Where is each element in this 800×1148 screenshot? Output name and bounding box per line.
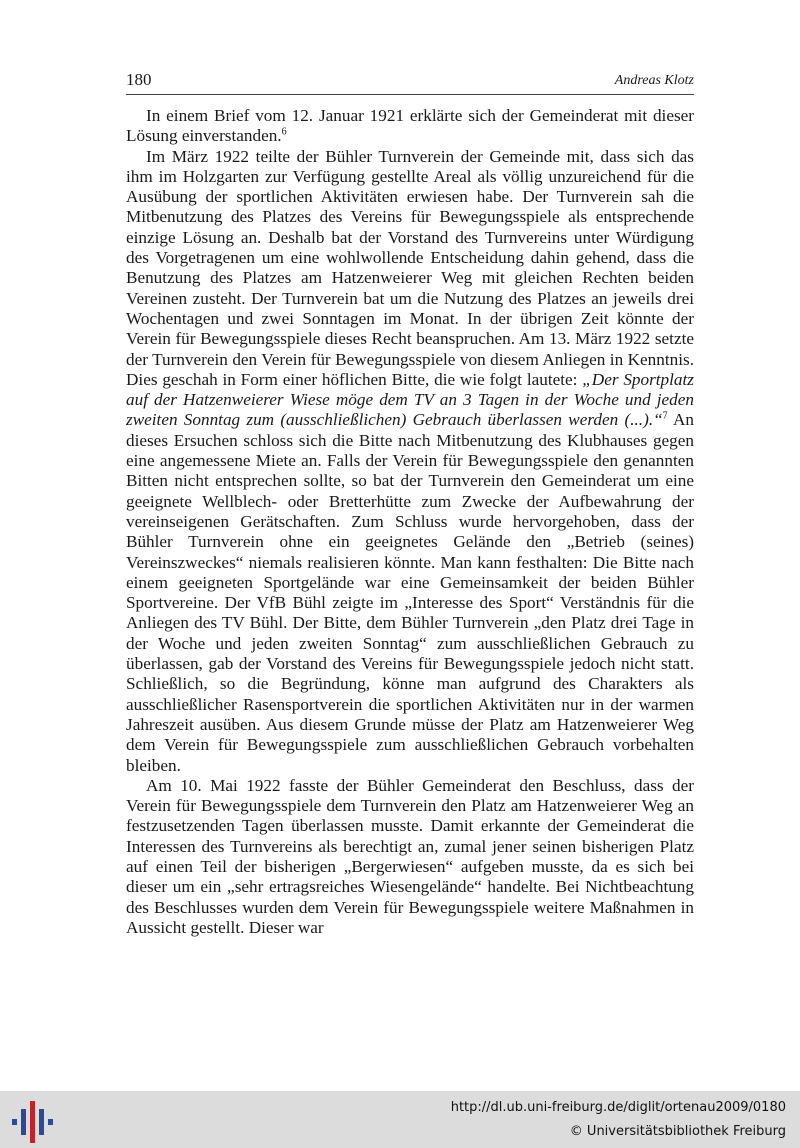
paragraph-text: Am 10. Mai 1922 fasste der Bühler Gemeinderat den Beschluss, dass der Verein für Bewegungsspiele dem Turnverein den Platz am Hatzenweierer Weg an festzusetzenden Tagen überlassen musste. Damit erkannte der Gemeinderat die Interessen des Turnvereins als berechtigt an, zumal jener seinen bisherigen Platz auf einen Teil der bisherigen „Bergerwiesen“ aufgeben musste, da es sich bei dieser um ein „sehr ertragsreiches Wiesengelände“ handelte. Bei Nichtbeachtung des Beschlusses wurden dem Verein für Bewegungsspiele weitere Maßnahmen in Aussicht gestellt. Dieser war — [126, 775, 694, 937]
footnote-ref[interactable]: 7 — [662, 410, 668, 422]
quotation: „Der Sportplatz auf der Hatzenweierer Wiese möge dem TV an 3 Tagen in der Woche und jeden zweiten Sonntag zum (ausschließlichen) Gebrauch überlassen werden (...).“ — [126, 369, 694, 430]
paragraph — [126, 147, 694, 776]
running-author: Andreas Klotz — [614, 73, 694, 88]
copyright-notice: © Universitätsbibliothek Freiburg — [569, 1124, 786, 1139]
paragraph — [126, 776, 694, 938]
paragraph-text: An dieses Ersuchen schloss sich die Bitte nach Mitbenutzung des Klubhauses gegen eine angemessene Miete an. Falls der Verein für Bewegungsspiele den genannten Bitten nicht entsprechen sollte, so bat der Turnverein den Gemeinderat um eine geeignete Wellblech- oder Bretterhütte zum Zwecke der Aufbewahrung der vereinseigenen Gerätschaften. Zum Schluss wurde hervorgehoben, dass der Bühler Turnverein ohne ein geeignetes Gelände den „Betrieb (seines) Vereinszweckes“ niemals realisieren könnte. Man kann festhalten: Die Bitte nach einem geeigneten Sportgelände war eine Gemeinsamkeit der beiden Bühler Sportvereine. Der VfB Bühl zeigte im „Interesse des Sport“ Verständnis für die Anliegen des TV Bühl. Der Bitte, dem Bühler Turnverein „den Platz drei Tage in der Woche und jeden zweiten Sonntag“ zum ausschließlichen Gebrauch zu überlassen, gab der Vorstand des Vereins für Bewegungsspiele jedoch nicht statt. Schließlich, so die Begründung, könne man aufgrund des Charakters als ausschließlicher Rasensportverein die sportlichen Aktivitäten nur in der warmen Jahreszeit ausüben. Aus diesem Grunde müsse der Platz am Hatzenweierer Weg dem Verein für Bewegungsspiele zum ausschließlichen Gebrauch vorbehalten bleiben. — [126, 410, 694, 775]
source-link[interactable]: http://dl.ub.uni-freiburg.de/diglit/ortenau2009/0180 — [450, 1100, 786, 1115]
paragraph-text: In einem Brief vom 12. Januar 1921 erklärte sich der Gemeinderat mit dieser Lösung einverstanden. — [126, 106, 694, 146]
paragraph — [126, 106, 694, 147]
running-header — [126, 68, 694, 95]
footer-bar — [0, 1091, 800, 1148]
library-logo-icon — [12, 1101, 52, 1143]
paragraph-text: Im März 1922 teilte der Bühler Turnverein der Gemeinde mit, dass sich das ihm im Holzgarten zur Verfügung gestellte Areal als völlig unzureichend für die Ausübung der sportlichen Aktivitäten erwiesen habe. Der Turnverein sah die Mitbenutzung des Platzes des Vereins für Bewegungsspiele als entsprechende einzige Lösung an. Deshalb bat der Vorstand des Turnvereins unter Würdigung des Vorgetragenen um eine wohlwollende Entscheidung dahin gehend, dass die Benutzung des Platzes am Hatzenweierer Weg mit gleichen Rechten beiden Vereinen zusteht. Der Turnverein bat um die Nutzung des Platzes an jeweils drei Wochentagen und zwei Sonntagen im Monat. In der übrigen Zeit könnte der Verein für Bewegungsspiele dieses Recht beanspruchen. Am 13. März 1922 setzte der Turnverein den Verein für Bewegungsspiele von diesem Anliegen in Kenntnis. Dies geschah in Form einer höflichen Bitte, die wie folgt lautete: — [126, 146, 694, 389]
footnote-ref[interactable]: 6 — [281, 126, 287, 138]
body-text — [126, 106, 694, 938]
page-number: 180 — [126, 70, 152, 89]
